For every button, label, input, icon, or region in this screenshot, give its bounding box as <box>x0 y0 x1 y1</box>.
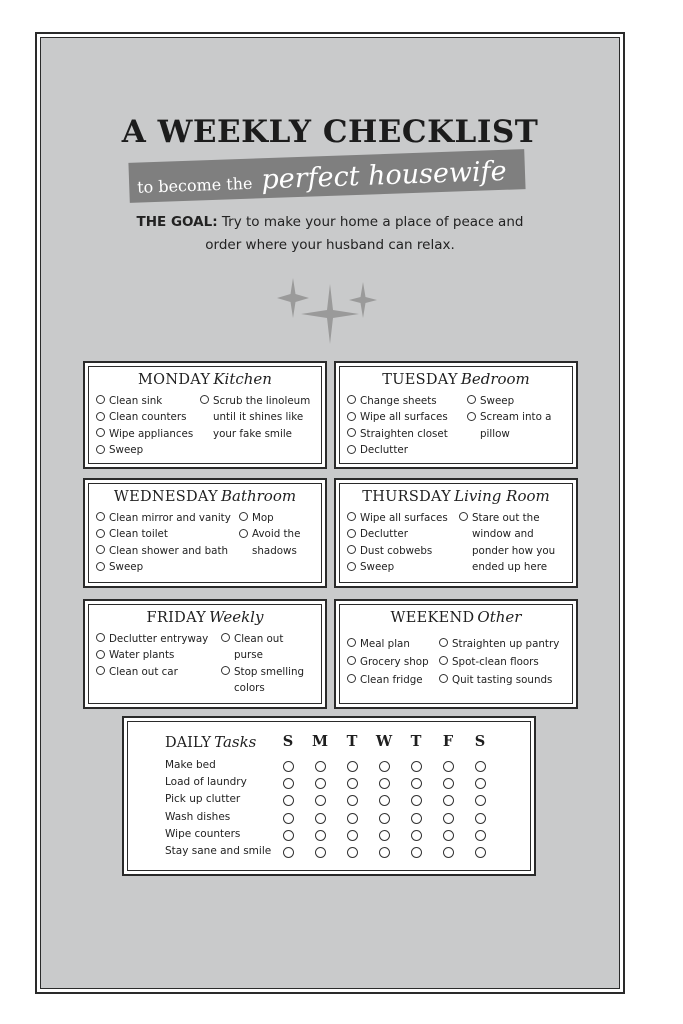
daily-task-checkbox[interactable] <box>283 813 294 824</box>
checkbox-circle[interactable] <box>96 395 105 404</box>
checkbox-circle[interactable] <box>239 512 248 521</box>
checklist-item[interactable]: Stop smelling colors <box>221 664 304 697</box>
checkbox-circle[interactable] <box>467 395 476 404</box>
checkbox-circle[interactable] <box>347 445 356 454</box>
checklist-item[interactable]: Stare out the window and ponder how you ended up here <box>459 510 555 576</box>
checklist-item[interactable]: Mop <box>239 510 300 526</box>
daily-task-checkbox[interactable] <box>475 795 486 806</box>
daily-task-checkbox[interactable] <box>443 847 454 858</box>
checklist-item[interactable]: Dust cobwebs <box>347 543 459 559</box>
checklist-item[interactable]: Change sheets <box>347 393 467 409</box>
checklist-item[interactable]: Straighten closet <box>347 426 467 442</box>
checklist-item[interactable]: Straighten up pantry <box>439 635 559 653</box>
daily-task-checkbox[interactable] <box>411 778 422 789</box>
checklist-item[interactable]: Sweep <box>467 393 551 409</box>
daily-task-checkbox[interactable] <box>347 830 358 841</box>
daily-task-label: Wipe counters <box>165 827 241 840</box>
checklist-item[interactable]: Clean out purse <box>221 631 304 664</box>
daily-task-checkbox[interactable] <box>411 761 422 772</box>
checkbox-circle[interactable] <box>347 428 356 437</box>
checkbox-circle[interactable] <box>96 529 105 538</box>
daily-task-checkbox[interactable] <box>379 778 390 789</box>
weekday-header: S <box>282 733 294 750</box>
wednesday-box <box>83 478 327 588</box>
checkbox-circle[interactable] <box>347 395 356 404</box>
checklist-item[interactable]: Clean out car <box>96 664 221 680</box>
daily-task-checkbox[interactable] <box>283 778 294 789</box>
daily-task-checkbox[interactable] <box>379 847 390 858</box>
checklist-item[interactable]: Water plants <box>96 647 221 663</box>
daily-task-checkbox[interactable] <box>315 813 326 824</box>
checkbox-circle[interactable] <box>96 666 105 675</box>
daily-task-checkbox[interactable] <box>315 795 326 806</box>
checklist-item[interactable]: Clean mirror and vanity <box>96 510 239 526</box>
daily-task-checkbox[interactable] <box>347 761 358 772</box>
day-name: FRIDAY <box>146 610 207 626</box>
daily-task-label: Stay sane and smile <box>165 845 272 857</box>
banner-script: perfect housewife <box>260 155 508 196</box>
daily-task-checkbox[interactable] <box>283 830 294 841</box>
day-name: DAILY <box>165 735 212 751</box>
room-name: Tasks <box>214 733 257 751</box>
daily-task-checkbox[interactable] <box>379 830 390 841</box>
checklist-item[interactable]: Sweep <box>96 559 239 575</box>
checklist-item[interactable]: Grocery shop <box>347 653 439 671</box>
checklist-item[interactable]: Scream into a pillow <box>467 409 551 442</box>
daily-task-checkbox[interactable] <box>283 847 294 858</box>
checkbox-circle[interactable] <box>347 656 356 665</box>
checklist-item[interactable]: Declutter entryway <box>96 631 221 647</box>
day-name: MONDAY <box>138 372 211 388</box>
checkbox-circle[interactable] <box>96 650 105 659</box>
checkbox-circle[interactable] <box>439 674 448 683</box>
daily-task-checkbox[interactable] <box>347 847 358 858</box>
page-title: A WEEKLY CHECKLIST <box>121 114 539 150</box>
daily-task-checkbox[interactable] <box>379 761 390 772</box>
checklist-item[interactable]: Clean counters <box>96 409 200 425</box>
checkbox-circle[interactable] <box>221 666 230 675</box>
goal-line-2: order where your husband can relax. <box>205 237 455 253</box>
room-name: Other <box>477 608 522 626</box>
checkbox-circle[interactable] <box>347 674 356 683</box>
goal-label: THE GOAL: <box>136 214 218 230</box>
daily-task-checkbox[interactable] <box>475 761 486 772</box>
checklist-item[interactable]: Clean toilet <box>96 526 239 542</box>
friday-box <box>83 599 327 709</box>
checkbox-circle[interactable] <box>439 638 448 647</box>
daily-task-checkbox[interactable] <box>475 778 486 789</box>
checklist-item[interactable]: Clean shower and bath <box>96 543 239 559</box>
daily-task-label: Load of laundry <box>165 776 247 789</box>
daily-task-checkbox[interactable] <box>379 813 390 824</box>
weekday-header: M <box>311 733 329 750</box>
weekday-header: W <box>375 733 393 750</box>
room-name: Bathroom <box>220 487 297 505</box>
daily-task-checkbox[interactable] <box>411 847 422 858</box>
checkbox-circle[interactable] <box>200 395 209 404</box>
daily-task-checkbox[interactable] <box>379 795 390 806</box>
daily-task-checkbox[interactable] <box>315 778 326 789</box>
daily-task-checkbox[interactable] <box>411 795 422 806</box>
checklist-item[interactable]: Wipe appliances <box>96 426 200 442</box>
room-name: Kitchen <box>213 370 272 388</box>
checkbox-circle[interactable] <box>347 529 356 538</box>
daily-task-label: Wash dishes <box>165 810 231 823</box>
checkbox-circle[interactable] <box>96 562 105 571</box>
checklist-item[interactable]: Avoid the shadows <box>239 526 300 559</box>
checklist-item[interactable]: Clean sink <box>96 393 200 409</box>
daily-task-checkbox[interactable] <box>443 778 454 789</box>
checklist-item[interactable]: Sweep <box>96 442 200 458</box>
weekday-header: F <box>442 733 454 750</box>
daily-task-checkbox[interactable] <box>443 761 454 772</box>
tuesday-box <box>334 361 578 469</box>
daily-task-checkbox[interactable] <box>283 795 294 806</box>
checkbox-circle[interactable] <box>347 412 356 421</box>
checkbox-circle[interactable] <box>96 445 105 454</box>
checkbox-circle[interactable] <box>96 428 105 437</box>
weekday-header: T <box>346 733 358 750</box>
weekday-header: T <box>410 733 422 750</box>
checkbox-circle[interactable] <box>347 545 356 554</box>
daily-tasks-box <box>122 716 536 876</box>
daily-task-checkbox[interactable] <box>315 847 326 858</box>
daily-task-checkbox[interactable] <box>443 813 454 824</box>
day-name: THURSDAY <box>362 489 452 505</box>
daily-task-checkbox[interactable] <box>443 795 454 806</box>
checklist-item[interactable]: Spot-clean floors <box>439 653 559 671</box>
checkbox-circle[interactable] <box>347 512 356 521</box>
checklist-item[interactable]: Sweep <box>347 559 459 575</box>
daily-task-checkbox[interactable] <box>475 847 486 858</box>
daily-task-checkbox[interactable] <box>347 795 358 806</box>
checklist-item[interactable]: Declutter <box>347 442 467 458</box>
checklist-item[interactable]: Quit tasting sounds <box>439 671 559 689</box>
checkbox-circle[interactable] <box>221 633 230 642</box>
daily-task-label: Pick up clutter <box>165 793 241 806</box>
checkbox-circle[interactable] <box>96 633 105 642</box>
goal-statement <box>107 211 553 257</box>
checklist-item[interactable]: Wipe all surfaces <box>347 409 467 425</box>
checklist-item[interactable]: Scrub the linoleum until it shines like your fake smile <box>200 393 310 442</box>
daily-task-checkbox[interactable] <box>475 813 486 824</box>
room-name: Weekly <box>209 608 264 626</box>
weekday-header: S <box>474 733 486 750</box>
daily-task-checkbox[interactable] <box>347 813 358 824</box>
daily-task-checkbox[interactable] <box>443 830 454 841</box>
daily-task-checkbox[interactable] <box>315 830 326 841</box>
checkbox-circle[interactable] <box>96 545 105 554</box>
daily-task-checkbox[interactable] <box>411 813 422 824</box>
day-name: WEDNESDAY <box>113 489 218 505</box>
room-name: Living Room <box>454 487 550 505</box>
checklist-item[interactable]: Declutter <box>347 526 459 542</box>
room-name: Bedroom <box>460 370 530 388</box>
checklist-item[interactable]: Clean fridge <box>347 671 439 689</box>
daily-task-label: Make bed <box>165 759 216 771</box>
checkbox-circle[interactable] <box>96 412 105 421</box>
daily-task-checkbox[interactable] <box>411 830 422 841</box>
weekend-box <box>334 599 578 709</box>
checklist-item[interactable]: Meal plan <box>347 635 439 653</box>
daily-task-checkbox[interactable] <box>475 830 486 841</box>
goal-line-1: Try to make your home a place of peace and <box>217 214 524 230</box>
checkbox-circle[interactable] <box>347 638 356 647</box>
thursday-box <box>334 478 578 588</box>
checkbox-circle[interactable] <box>439 656 448 665</box>
checkbox-circle[interactable] <box>467 412 476 421</box>
checkbox-circle[interactable] <box>347 562 356 571</box>
monday-box <box>83 361 327 469</box>
day-name: TUESDAY <box>382 372 458 388</box>
day-name: WEEKEND <box>390 610 475 626</box>
checkbox-circle[interactable] <box>96 512 105 521</box>
checkbox-circle[interactable] <box>239 529 248 538</box>
daily-task-checkbox[interactable] <box>347 778 358 789</box>
checklist-item[interactable]: Wipe all surfaces <box>347 510 459 526</box>
sparkles-icon <box>275 274 395 344</box>
daily-task-checkbox[interactable] <box>283 761 294 772</box>
checkbox-circle[interactable] <box>459 512 468 521</box>
daily-task-checkbox[interactable] <box>315 761 326 772</box>
banner-prefix: to become the <box>136 173 253 197</box>
